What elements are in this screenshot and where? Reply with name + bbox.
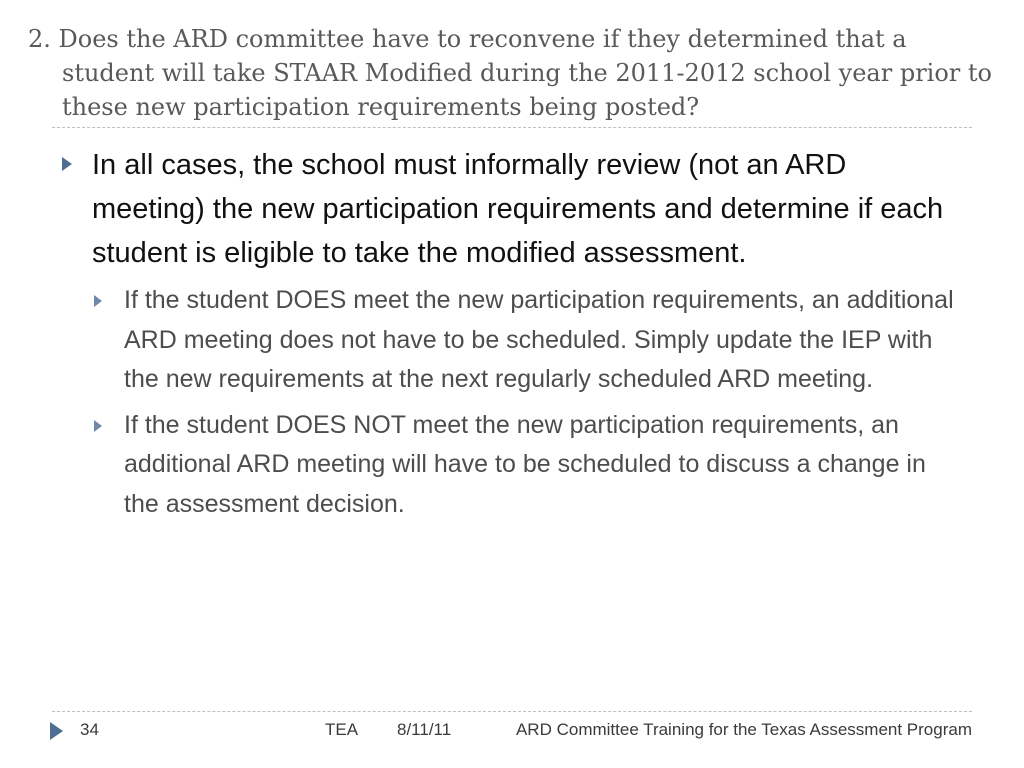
sub-bullet-meets bbox=[94, 281, 962, 400]
slide-title: 2. Does the ARD committee have to reconvene if they determined that a student will take STAAR Modified during the 2011-2012 school year prior to these new participation requirements being posted? bbox=[28, 25, 992, 121]
triangle-bullet-icon bbox=[94, 295, 102, 307]
footer-divider bbox=[52, 711, 972, 712]
triangle-marker-icon bbox=[50, 722, 63, 740]
triangle-bullet-icon bbox=[94, 420, 102, 432]
footer-presentation-title: ARD Committee Training for the Texas Assessment Program bbox=[515, 720, 972, 739]
sub-bullet-text: If the student DOES meet the new participation requirements, an additional ARD meeting does not have to be scheduled. Simply update the IEP with the new requirements at the next regularly scheduled ARD meeting. bbox=[124, 286, 954, 393]
slide-body bbox=[62, 143, 962, 524]
main-bullet bbox=[62, 143, 962, 275]
footer-date: 8/11/11 bbox=[397, 720, 452, 739]
page-number: 34 bbox=[80, 720, 99, 739]
sub-bullet-does-not-meet bbox=[94, 406, 962, 525]
triangle-bullet-icon bbox=[62, 157, 72, 171]
sub-bullet-text: If the student DOES NOT meet the new participation requirements, an additional ARD meeting will have to be scheduled to discuss a change in the assessment decision. bbox=[124, 410, 926, 518]
main-bullet-text: In all cases, the school must informally review (not an ARD meeting) the new participation requirements and determine if each student is eligible to take the modified assessment. bbox=[92, 149, 944, 269]
title-divider bbox=[52, 127, 972, 128]
footer-organization: TEA bbox=[325, 720, 359, 739]
